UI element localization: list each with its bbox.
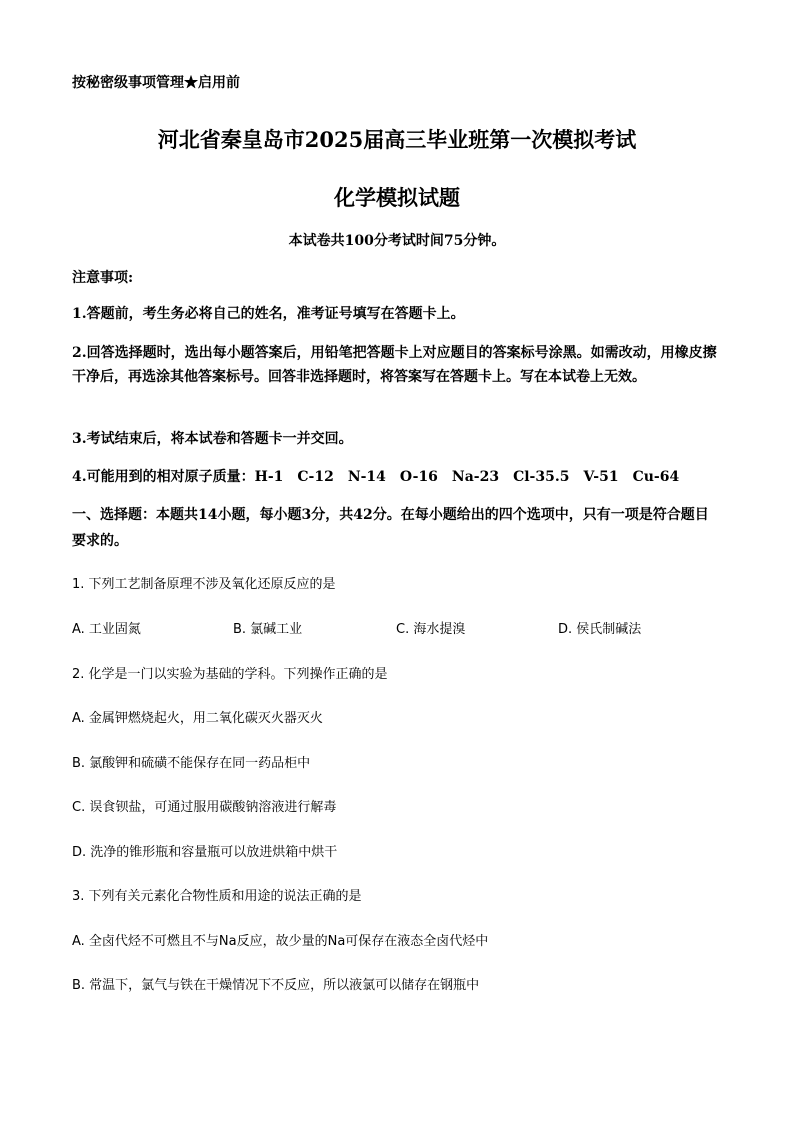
exam-info: 本试卷共100分考试时间75分钟。 (288, 233, 506, 249)
question-stem: 3. 下列有关元素化合物性质和用途的说法正确的是 (72, 889, 362, 904)
option-c: C. 误食钡盐，可通过服用碳酸钠溶液进行解毒 (72, 800, 337, 815)
secret-label: 按秘密级事项管理★启用前 (72, 75, 240, 91)
option-d: D. 侯氏制碱法 (558, 622, 642, 637)
option-b: B. 常温下，氯气与铁在干燥情况下不反应，所以液氯可以储存在钢瓶中 (72, 978, 480, 993)
exam-subtitle: 化学模拟试题 (334, 185, 460, 210)
option-c: C. 海水提溴 (396, 622, 466, 637)
option-d: D. 洗净的锥形瓶和容量瓶可以放进烘箱中烘干 (72, 845, 338, 860)
section-heading: 一、选择题：本题共14小题，每小题3分，共42分。在每小题给出的四个选项中，只有一项是符合题目要求的。 (72, 507, 709, 549)
option-a: A. 全卤代烃不可燃且不与Na反应，故少量的Na可保存在液态全卤代烃中 (72, 934, 489, 949)
exam-title: 河北省秦皇岛市2025届高三毕业班第一次模拟考试 (157, 127, 637, 152)
option-a: A. 工业固氮 (72, 622, 141, 637)
question-stem: 2. 化学是一门以实验为基础的学科。下列操作正确的是 (72, 667, 388, 682)
question-stem: 1. 下列工艺制备原理不涉及氧化还原反应的是 (72, 577, 336, 592)
option-b: B. 氯酸钾和硫磺不能保存在同一药品柜中 (72, 756, 311, 771)
question-options-row (72, 618, 722, 636)
note-item-atomic-masses: 4.可能用到的相对原子质量：H-1 C-12 N-14 O-16 Na-23 Cl-35.5 V-51 Cu-64 (72, 469, 680, 485)
option-a: A. 金属钾燃烧起火，用二氧化碳灭火器灭火 (72, 711, 323, 726)
option-b: B. 氯碱工业 (233, 622, 303, 637)
notes-heading: 注意事项: (72, 270, 134, 286)
note-item: 3.考试结束后，将本试卷和答题卡一并交回。 (72, 431, 353, 447)
note-item: 1.答题前，考生务必将自己的姓名，准考证号填写在答题卡上。 (72, 306, 465, 322)
note-item: 2.回答选择题时，选出每小题答案后，用铅笔把答题卡上对应题目的答案标号涂黑。如需改动，用橡皮擦干净后，再选涂其他答案标号。回答非选择题时，将答案写在答题卡上。写在本试卷上无效。 (72, 345, 717, 385)
